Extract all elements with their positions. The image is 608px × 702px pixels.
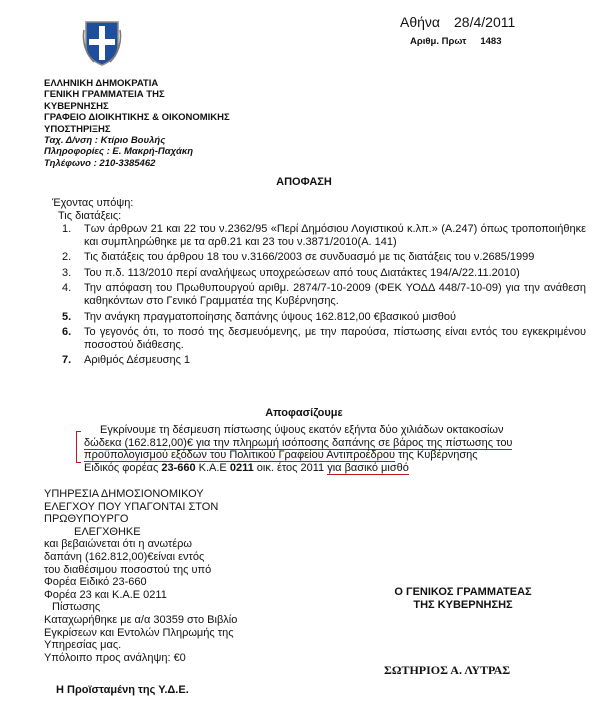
decision-line: Εγκρίνουμε τη δέσμευση πίστωσης ύψους εκατόν εξήντα δύο χιλιάδων οκτακοσίων [100, 424, 504, 436]
control-body-line: και βεβαιώνεται ότι η ανωτέρω [44, 538, 192, 551]
clause-number: 5. [62, 310, 72, 323]
list-item [62, 354, 586, 367]
org-line: ΚΥΒΕΡΝΗΣΗΣ [44, 100, 109, 112]
list-item [62, 311, 586, 324]
decision-amount-underlined: δώδεκα (162.812,00)€ για την πληρωμή ισόποσης δαπάνης σε βάρος της πίστωσης του [84, 436, 513, 449]
signatory-title-line: Ο ΓΕΝΙΚΟΣ ΓΡΑΜΜΑΤΕΑΣ [394, 586, 532, 598]
list-item [62, 326, 586, 351]
control-body-line: Καταχωρήθηκε με α/α 30359 στο Βιβλίο [44, 613, 238, 626]
clause-text: Αριθμός Δέσμευσης 1 [84, 354, 191, 367]
control-body-line: Υπηρεσίας μας. [44, 639, 122, 652]
clause-number: 2. [62, 251, 72, 264]
checked-label: ΕΛΕΓΧΘΗΚΕ [74, 525, 141, 538]
decision-paragraph [84, 424, 584, 474]
decision-line [84, 437, 584, 450]
clause-text: Την ανάγκη πραγματοποίησης δαπάνης ύψους 162.812,00 €βασικού μισθού [84, 310, 457, 323]
signatory-title-line: ΤΗΣ ΚΥΒΕΡΝΗΣΗΣ [413, 599, 513, 611]
org-line: ΓΡΑΦΕΙΟ ΔΙΟΙΚΗΤΙΚΗΣ & ΟΙΚΟΝΟΜΙΚΗΣ [44, 112, 230, 124]
control-body-line: Φορέα Ειδικό 23-660 [44, 576, 147, 589]
fiscal-control-block [44, 488, 334, 664]
list-item [62, 282, 586, 307]
greek-coat-of-arms-icon [82, 20, 122, 66]
protocol-label: Αριθμ. Πρωτ [410, 36, 467, 47]
decision-budget-underlined: προϋπολογισμού εξόδων του Πολιτικού Γραφείου Αντιπροέδρου [84, 449, 396, 462]
clause-number: 3. [62, 266, 72, 279]
organization-block [44, 78, 230, 169]
clause-text: Του π.δ. 113/2010 περί αναλήψεως υποχρεώσεων από τους Διατάκτες 194/Α/22.11.2010) [84, 266, 520, 279]
clause-text: Τις διατάξεις του άρθρου 18 του ν.3166/2003 σε συνδυασμό με τις διατάξεις του ν.2685/1999 [84, 251, 535, 264]
intro-line: Έχοντας υπόψη: [52, 197, 134, 209]
clause-number: 1. [62, 223, 72, 235]
clause-number: 6. [62, 326, 72, 339]
document-header [400, 14, 515, 47]
kae-code: 0211 [229, 461, 254, 474]
document-title: ΑΠΟΦΑΣΗ [276, 176, 332, 188]
control-line: ΠΡΩΘΥΠΟΥΡΓΟ [44, 513, 129, 526]
org-line: ΓΕΝΙΚΗ ΓΡΑΜΜΑΤΕΙΑ ΤΗΣ [44, 89, 165, 101]
kae-label: Κ.Α.Ε [195, 461, 230, 474]
clause-number: 4. [62, 282, 72, 295]
org-address: Ταχ. Δ/νση : Κτίριο Βουλής [44, 135, 166, 147]
signatory-name: ΣΩΤΗΡΙΟΣ Α. ΛΥΤΡΑΣ [384, 663, 511, 677]
list-item [62, 251, 586, 264]
list-item [62, 267, 586, 280]
decision-budget-rest: της Κυβέρνησης [395, 449, 478, 462]
city: Αθήνα [400, 14, 441, 30]
decision-title: Αποφασίζουμε [265, 407, 343, 419]
intro [52, 197, 133, 222]
clause-text: Την απόφαση του Πρωθυπουργού αριθμ. 2874/7-10-2009 (ΦΕΚ ΥΟΔΔ 448/7-10-09) για την ανάθεση καθηκόντων στο Γενικό Γραμματέα της Κυβέρνησης. [84, 282, 586, 307]
clause-number: 7. [62, 354, 72, 367]
fiscal-year: οικ. έτος 2011 [253, 461, 328, 474]
clause-text: Το γεγονός ότι, το ποσό της δεσμευόμενης, με την παρούσα, πίστωσης είναι εντός του εγκεκριμένου ποσοστού διάθεσης. [84, 326, 586, 351]
footer-head: Η Προϊσταμένη της Υ.Δ.Ε. [56, 684, 189, 696]
clause-text: Των άρθρων 21 και 22 του ν.2362/95 «Περί Δημόσιου Λογιστικού κ.λπ.» (Α.247) όπως τροποποιήθηκε και συμπληρώθηκε με τα αρθ.21 και 23 του ν.3871/2010(Α. 141) [84, 223, 586, 248]
date-line [400, 14, 515, 30]
salary-underlined: για βασικό μισθό [327, 461, 409, 474]
control-body-line: Πίστωσης [52, 601, 101, 614]
signatory-title [358, 586, 568, 612]
control-line: ΕΛΕΓΧΟΥ ΠΟΥ ΥΠΑΓΟΝΤΑΙ ΣΤΟΝ [44, 500, 219, 513]
decision-line [84, 449, 584, 462]
control-body-line: δαπάνη (162.812,00)€είναι εντός [44, 550, 205, 563]
protocol-line [410, 36, 515, 47]
control-body-line: Εγκρίσεων και Εντολών Πληρωμής της [44, 626, 234, 639]
carrier-code: 23-660 [161, 461, 196, 474]
protocol-number: 1483 [480, 36, 502, 47]
decision-line [84, 462, 584, 475]
control-body-line: Υπόλοιπο προς ανάληψη: €0 [44, 651, 186, 664]
intro-line: Τις διατάξεις: [58, 209, 122, 222]
org-phone: Τηλέφωνο : 210-3385462 [44, 157, 156, 169]
org-line: ΕΛΛΗΝΙΚΗ ΔΗΜΟΚΡΑΤΙΑ [44, 78, 159, 89]
document-date: 28/4/2011 [454, 14, 516, 30]
org-info: Πληροφορίες : Ε. Μακρή-Παχάκη [44, 146, 194, 158]
control-body-line: του διαθέσιμου ποσοστού της υπό [44, 563, 212, 576]
carrier-label: Ειδικός φορέας [84, 461, 162, 474]
control-body-line: Φορέα 23 και Κ.Α.Ε 0211 [44, 588, 167, 601]
red-annotation-bracket [76, 431, 81, 463]
org-line: ΥΠΟΣΤΗΡΙΞΗΣ [44, 123, 111, 135]
list-item [62, 223, 586, 248]
clauses-list [62, 223, 586, 370]
control-line: ΥΠΗΡΕΣΙΑ ΔΗΜΟΣΙΟΝΟΜΙΚΟΥ [44, 488, 204, 500]
